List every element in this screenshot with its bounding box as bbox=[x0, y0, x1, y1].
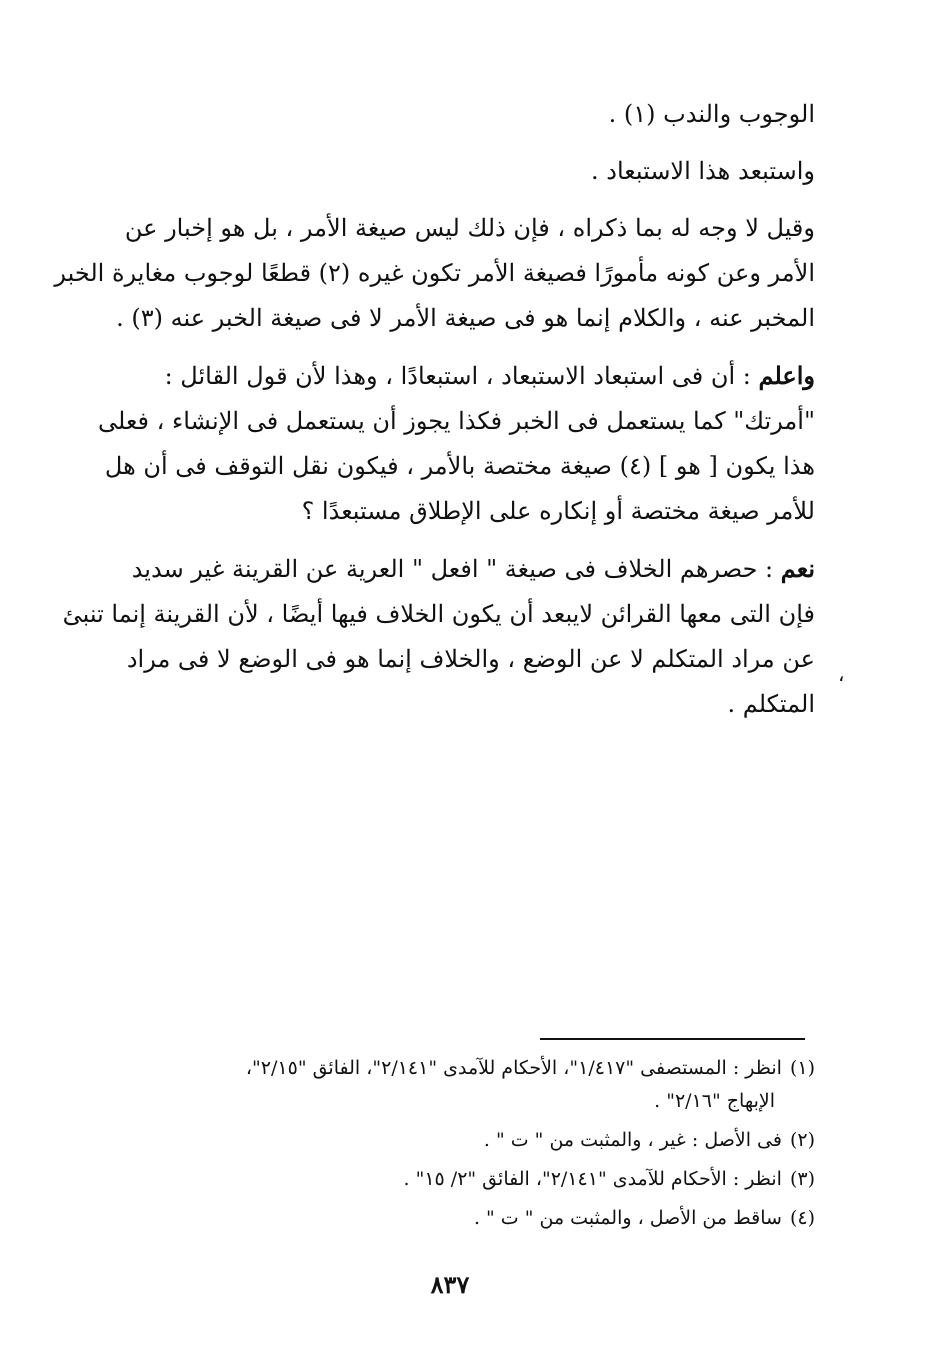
text-line: "أمرتك" كما يستعمل فى الخبر فكذا يجوز أن يستعمل فى الإنشاء ، فعلى bbox=[98, 407, 815, 435]
footnote-number: (١) bbox=[789, 1057, 815, 1079]
footnote-text: انظر : المستصفى "١/٤١٧"، الأحكام للآمدى "٢/١٤١"، الفائق "٢/١٥"، bbox=[245, 1057, 782, 1079]
main-text bbox=[54, 92, 815, 739]
footnote-separator bbox=[540, 1038, 805, 1040]
footnote-number: (٣) bbox=[789, 1168, 815, 1190]
footnote-line bbox=[95, 1124, 815, 1157]
footnote-line: الإبهاج "٢/١٦" . bbox=[654, 1090, 775, 1112]
footnote-line bbox=[95, 1052, 815, 1085]
footnote-1 bbox=[95, 1052, 815, 1118]
footnote-2 bbox=[95, 1124, 815, 1157]
text-line bbox=[100, 546, 815, 592]
text-line: الوجوب والندب (١) . bbox=[608, 100, 815, 128]
page-number: ٨٣٧ bbox=[430, 1270, 470, 1299]
lead-word: واعلم bbox=[758, 361, 815, 390]
text-line: وقيل لا وجه له بما ذكراه ، فإن ذلك ليس صيغة الأمر ، بل هو إخبار عن bbox=[124, 214, 815, 242]
margin-mark: ، bbox=[838, 662, 845, 686]
text-line: المتكلم . bbox=[727, 690, 815, 718]
text-line: واستبعد هذا الاستبعاد . bbox=[591, 157, 815, 185]
paragraph-5 bbox=[62, 546, 815, 727]
text-line bbox=[100, 353, 815, 399]
footnote-text: فى الأصل : غير ، والمثبت من " ت " . bbox=[483, 1129, 782, 1151]
text-line: عن مراد المتكلم لا عن الوضع ، والخلاف إنما هو فى الوضع لا فى مراد bbox=[126, 645, 815, 673]
paragraph-3 bbox=[54, 206, 815, 341]
footnote-line bbox=[95, 1163, 815, 1196]
text-line: الأمر وعن كونه مأمورًا فصيغة الأمر تكون غيره (٢) قطعًا لوجوب مغايرة الخبر bbox=[54, 259, 815, 287]
footnote-number: (٤) bbox=[789, 1207, 815, 1229]
footnote-line bbox=[95, 1202, 815, 1235]
text-line: المخبر عنه ، والكلام إنما هو فى صيغة الأمر لا فى صيغة الخبر عنه (٣) . bbox=[116, 304, 815, 332]
footnote-number: (٢) bbox=[789, 1129, 815, 1151]
paragraph-4 bbox=[100, 353, 815, 534]
footnote-text: انظر : الأحكام للآمدى "٢/١٤١"، الفائق "٢/ ١٥" . bbox=[403, 1168, 782, 1190]
paragraph-1 bbox=[100, 92, 815, 137]
text-segment: : أن فى استبعاد الاستبعاد ، استبعادًا ، وهذا لأن قول القائل : bbox=[164, 362, 759, 390]
paragraph-2 bbox=[100, 149, 815, 194]
text-line: هذا يكون [ هو ] (٤) صيغة مختصة بالأمر ، فيكون نقل التوقف فى أن هل bbox=[104, 452, 815, 480]
text-line: للأمر صيغة مختصة أو إنكاره على الإطلاق مستبعدًا ؟ bbox=[301, 497, 815, 525]
footnotes bbox=[95, 1052, 815, 1241]
lead-word: نعم bbox=[780, 554, 815, 583]
footnote-text: ساقط من الأصل ، والمثبت من " ت " . bbox=[473, 1207, 782, 1229]
text-segment: : حصرهم الخلاف فى صيغة " افعل " العرية عن القرينة غير سديد bbox=[131, 555, 781, 583]
text-line: فإن التى معها القرائن لايبعد أن يكون الخلاف فيها أيضًا ، لأن القرينة إنما تنبئ bbox=[62, 600, 815, 628]
footnote-4 bbox=[95, 1202, 815, 1235]
footnote-3 bbox=[95, 1163, 815, 1196]
